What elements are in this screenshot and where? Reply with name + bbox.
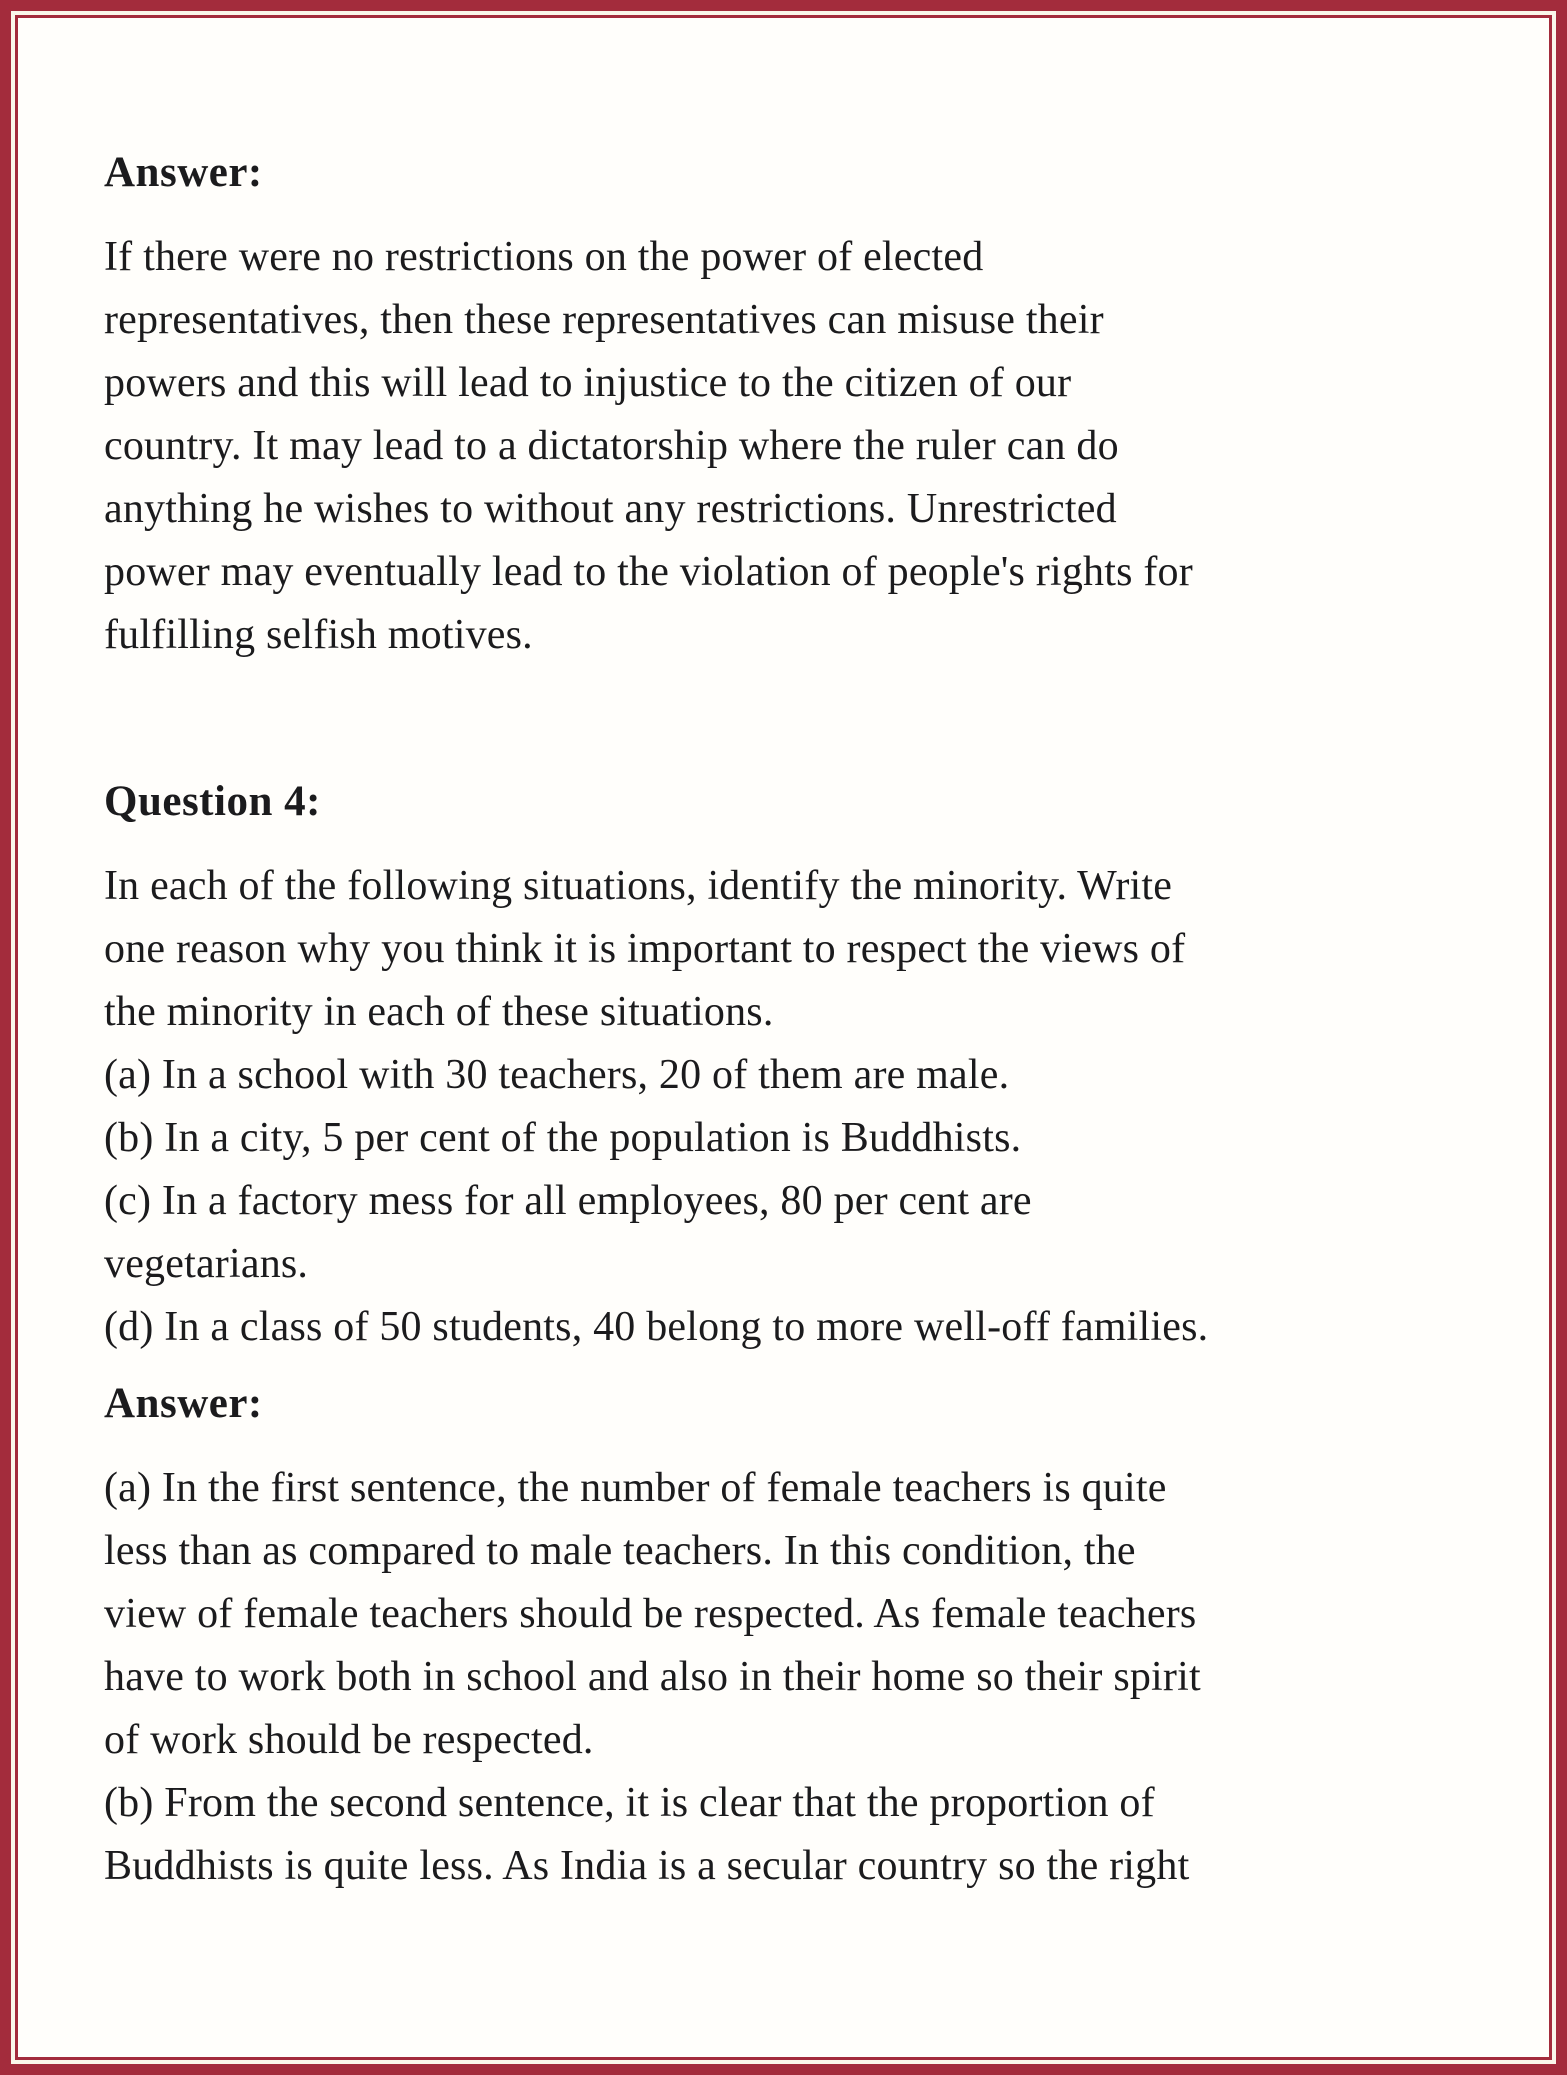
text-line: fulfilling selfish motives.	[104, 612, 533, 658]
list-item-a: (a) In a school with 30 teachers, 20 of them are male.	[104, 1052, 1010, 1098]
page-inner-frame	[15, 15, 1552, 2060]
list-item-c-cont: vegetarians.	[104, 1241, 309, 1287]
text-line: one reason why you think it is important to respect the views of	[104, 926, 1186, 972]
answer-1-paragraph	[104, 226, 1494, 667]
text-line: power may eventually lead to the violation of people's rights for	[104, 549, 1193, 595]
list-item-d: (d) In a class of 50 students, 40 belong to more well-off families.	[104, 1304, 1209, 1350]
list-item-b: (b) In a city, 5 per cent of the population is Buddhists.	[104, 1115, 1022, 1161]
page-border-gap	[11, 11, 1556, 2064]
question-4-heading: Question 4:	[104, 778, 321, 825]
list-item-c: (c) In a factory mess for all employees, 80 per cent are	[104, 1178, 1032, 1224]
text-line: powers and this will lead to injustice to the citizen of our	[104, 360, 1072, 406]
text-line: have to work both in school and also in their home so their spirit	[104, 1654, 1201, 1700]
text-line: Buddhists is quite less. As India is a secular country so the right	[104, 1843, 1190, 1889]
question-4-paragraph	[104, 855, 1494, 1359]
text-line: (a) In the first sentence, the number of female teachers is quite	[104, 1465, 1167, 1511]
text-line: view of female teachers should be respected. As female teachers	[104, 1591, 1197, 1637]
text-line: (b) From the second sentence, it is clear that the proportion of	[104, 1780, 1155, 1826]
page-content	[18, 18, 1549, 1898]
text-line: the minority in each of these situations.	[104, 989, 774, 1035]
text-line: If there were no restrictions on the power of elected	[104, 234, 984, 280]
answer-heading-1: Answer:	[104, 149, 263, 196]
text-line: anything he wishes to without any restrictions. Unrestricted	[104, 486, 1117, 532]
answer-2a-paragraph	[104, 1457, 1494, 1772]
text-line: representatives, then these representatives can misuse their	[104, 297, 1104, 343]
text-line: less than as compared to male teachers. In this condition, the	[104, 1528, 1136, 1574]
text-line: In each of the following situations, identify the minority. Write	[104, 863, 1173, 909]
text-line: of work should be respected.	[104, 1717, 594, 1763]
text-line: country. It may lead to a dictatorship where the ruler can do	[104, 423, 1119, 469]
answer-2b-paragraph	[104, 1772, 1494, 1898]
answer-heading-2: Answer:	[104, 1380, 263, 1427]
